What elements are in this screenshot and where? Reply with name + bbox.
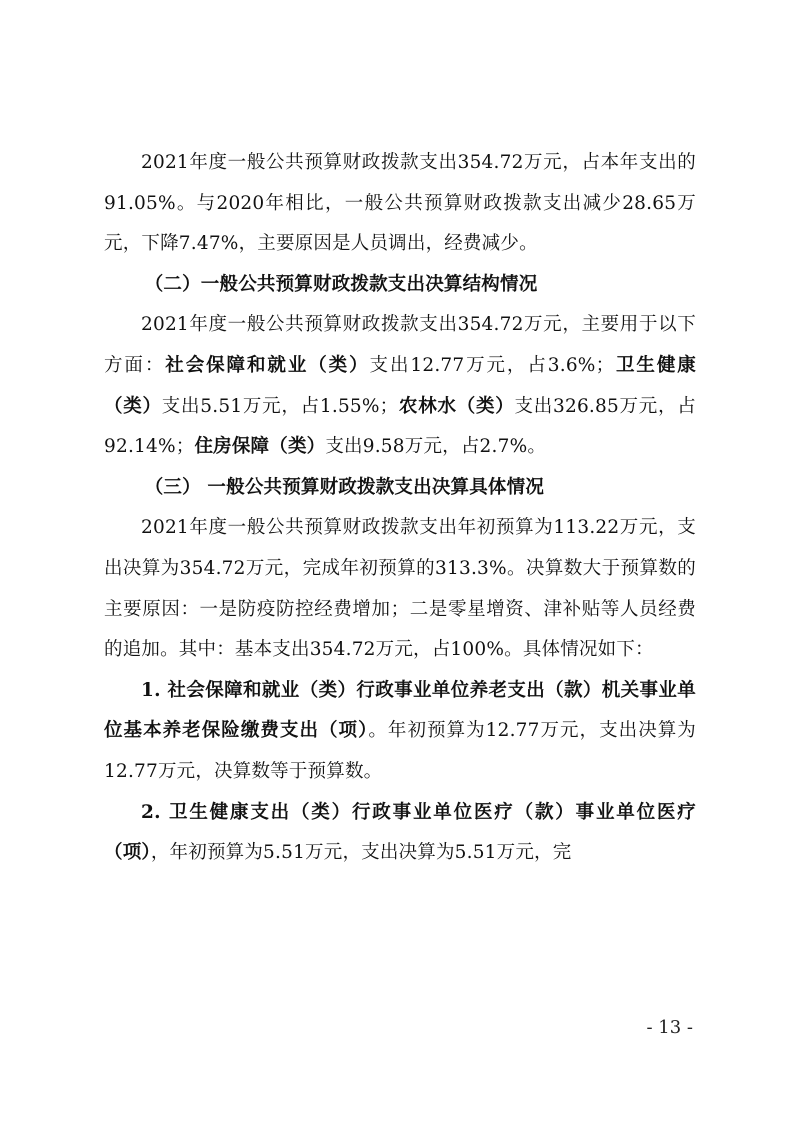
item-2-title: 2. 卫生健康支出（类）行政事业单位医疗（款）事业单位医疗（项） [104,801,696,864]
text-segment: 2021年度一般公共预算财政拨款支出354.72万元，主要用于以下方面： [104,314,696,376]
text-segment: 支出326.85万元，占92.14%； [104,395,696,458]
text-segment: 支出5.51万元，占1.55%； [161,395,399,417]
category-health: 卫生健康（类） [104,354,696,417]
body-text [104,143,696,874]
paragraph-item-1 [104,671,696,793]
paragraph-item-2 [104,793,696,874]
section-heading-details: （三） 一般公共预算财政拨款支出决算具体情况 [144,476,545,498]
item-2-text: ，年初预算为5.51万元，支出决算为5.51万元，完 [150,842,572,864]
text-segment: 支出12.77万元，占3.6%； [369,354,615,376]
section-heading-structure: （二）一般公共预算财政拨款支出决算结构情况 [144,273,538,295]
category-social-security: 社会保障和就业（类） [165,354,370,376]
item-1-title: 1. 社会保障和就业（类）行政事业单位养老支出（款）机关事业单位基本养老保险缴费支出（项） [104,679,696,742]
paragraph-expenditure-details: 2021年度一般公共预算财政拨款支出年初预算为113.22万元，支出决算为354.72万元，完成年初预算的313.3%。决算数大于预算数的主要原因：一是防疫防控经费增加；二是零星增资、津补贴等人员经费的追加。其中：基本支出354.72万元，占100%。具体情况如下： [104,517,696,661]
category-housing: 住房保障（类） [194,436,326,458]
item-1-text: 。年初预算为12.77万元，支出决算为12.77万元，决算数等于预算数。 [104,720,696,782]
page-number: - 13 - [646,1017,693,1038]
paragraph-expenditure-summary: 2021年度一般公共预算财政拨款支出354.72万元，占本年支出的91.05%。与2020年相比，一般公共预算财政拨款支出减少28.65万元，下降7.47%，主要原因是人员调出，经费减少。 [104,152,696,255]
text-segment: 支出9.58万元，占2.7%。 [325,436,547,458]
category-agriculture: 农林水（类） [398,395,515,417]
paragraph-expenditure-structure [104,305,696,467]
